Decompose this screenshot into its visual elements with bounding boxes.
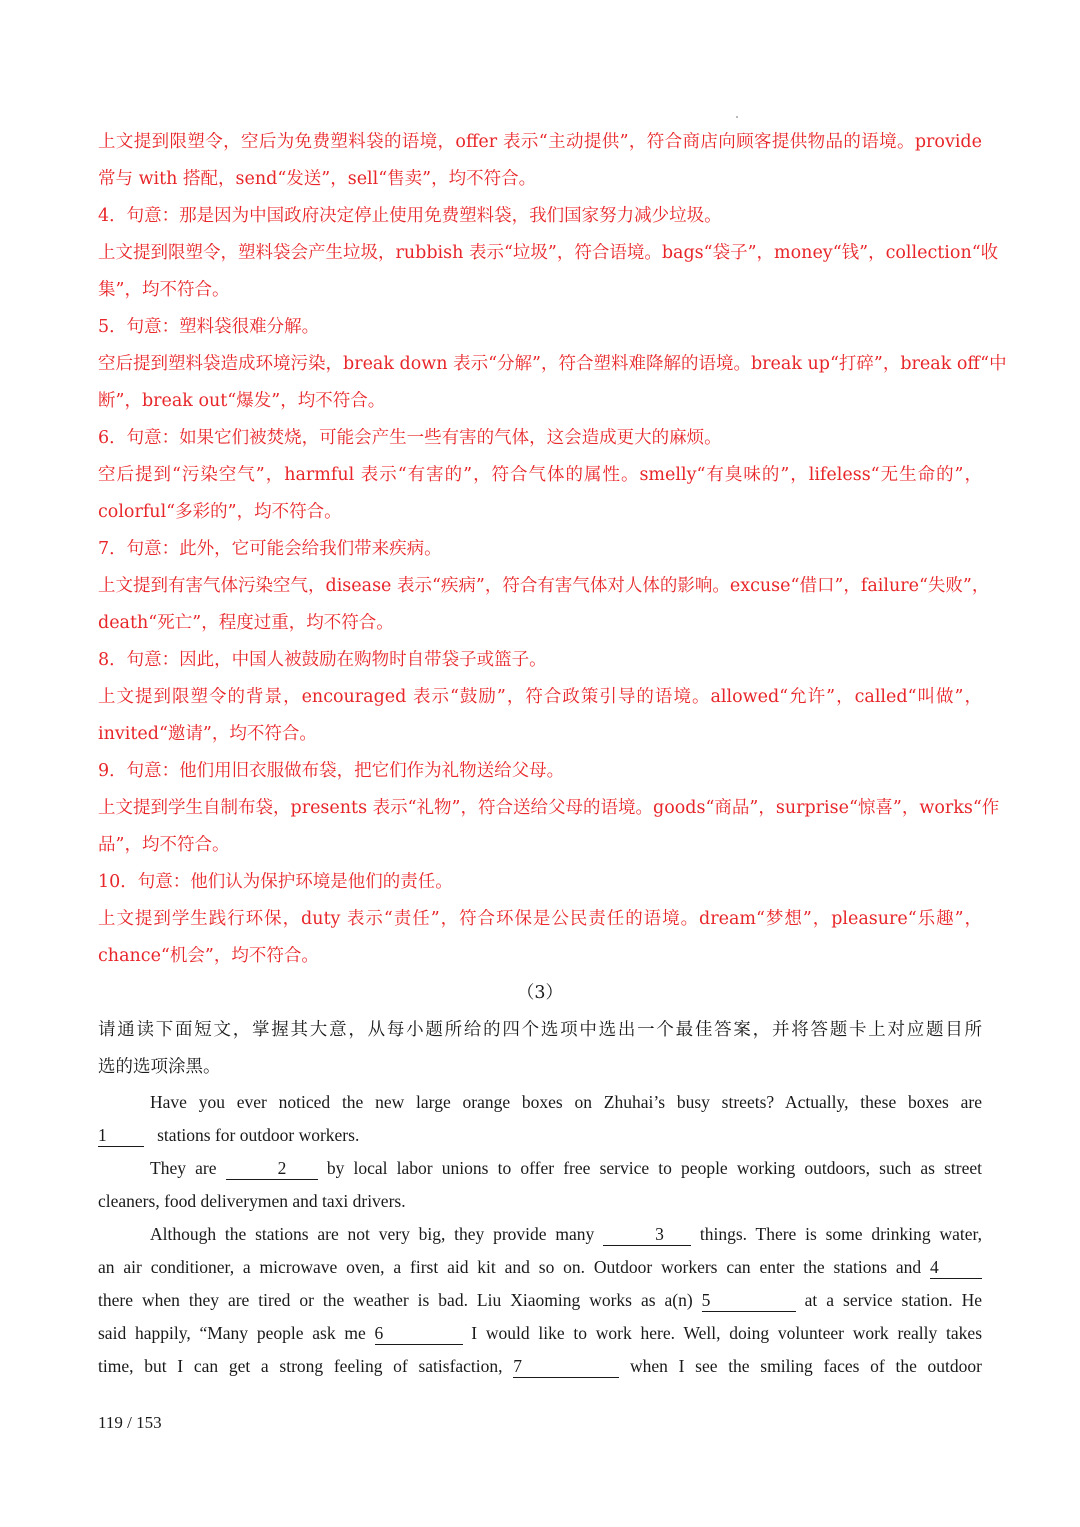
blank-4: 4 <box>930 1256 982 1279</box>
instruction-line: 请通读下面短文，掌握其大意，从每小题所给的四个选项中选出一个最佳答案，并将答题卡上对应题目所 <box>98 1020 982 1040</box>
document-page <box>98 124 1007 1383</box>
passage-text: at a service station. He <box>804 1290 982 1310</box>
blank-6: 6 <box>375 1322 463 1345</box>
answer-explanation: 空后提到塑料袋造成环境污染，break down 表示“分解”，符合塑料难降解的语境。break up“打碎”，break off“中 <box>98 354 1007 374</box>
answer-explanation: 上文提到学生自制布袋，presents 表示“礼物”，符合送给父母的语境。goods“商品”，surprise“惊喜”，works“作 <box>98 798 1000 818</box>
passage-text: an air conditioner, a microwave oven, a first aid kit and so on. Outdoor workers can enter the stations and <box>98 1257 922 1277</box>
passage-text: when I see the smiling faces of the outdoor <box>629 1356 982 1376</box>
passage-line <box>98 1218 982 1251</box>
answer-explanation: 上文提到学生践行环保，duty 表示“责任”，符合环保是公民责任的语境。dream“梦想”，pleasure“乐趣”， <box>98 909 982 929</box>
answer-explanation: 集”，均不符合。 <box>98 280 230 300</box>
question-translation: 8．句意：因此，中国人被鼓励在购物时自带袋子或篮子。 <box>98 650 547 670</box>
blank-5: 5 <box>702 1289 796 1312</box>
passage-text: I would like to work here. Well, doing volunteer work really takes <box>471 1323 983 1343</box>
passage-text: things. There is some drinking water, <box>699 1224 982 1244</box>
question-translation: 10．句意：他们认为保护环境是他们的责任。 <box>98 872 453 892</box>
page-dot <box>736 116 738 118</box>
passage-line <box>98 1350 982 1383</box>
passage-text: time, but I can get a strong feeling of satisfaction, <box>98 1356 503 1376</box>
passage-text: They are <box>150 1158 217 1178</box>
passage-line <box>98 1119 982 1152</box>
answer-explanation: invited“邀请”，均不符合。 <box>98 724 317 744</box>
question-translation: 9．句意：他们用旧衣服做布袋，把它们作为礼物送给父母。 <box>98 761 565 781</box>
answer-explanation: 空后提到“污染空气”，harmful 表示“有害的”，符合气体的属性。smelly“有臭味的”，lifeless“无生命的”， <box>98 465 982 485</box>
passage-text: stations for outdoor workers. <box>157 1125 360 1145</box>
question-translation: 4．句意：那是因为中国政府决定停止使用免费塑料袋，我们国家努力减少垃圾。 <box>98 206 722 226</box>
passage-line <box>98 1185 982 1218</box>
passage-text: Have you ever noticed the new large orange boxes on Zhuhai’s busy streets? Actually, these boxes are <box>150 1092 982 1112</box>
explanation-list <box>98 124 1007 975</box>
answer-explanation: 上文提到限塑令，空后为免费塑料袋的语境，offer 表示“主动提供”，符合商店向顾客提供物品的语境。provide <box>98 132 982 152</box>
blank-7: 7 <box>513 1355 619 1378</box>
blank-2: 2 <box>226 1157 318 1180</box>
answer-explanation: 上文提到限塑令，塑料袋会产生垃圾，rubbish 表示“垃圾”，符合语境。bags“袋子”，money“钱”，collection“收 <box>98 243 999 263</box>
passage-line <box>98 1086 982 1119</box>
answer-explanation: 品”，均不符合。 <box>98 835 230 855</box>
answer-explanation: 上文提到有害气体污染空气，disease 表示“疾病”，符合有害气体对人体的影响。excuse“借口”，failure“失败”， <box>98 576 990 596</box>
passage-line <box>98 1152 982 1185</box>
section-number: （3） <box>516 983 564 1003</box>
passage-text: there when they are tired or the weather is bad. Liu Xiaoming works as a(n) <box>98 1290 693 1310</box>
passage-line <box>98 1317 982 1350</box>
answer-explanation: colorful“多彩的”，均不符合。 <box>98 502 342 522</box>
answer-explanation: 断”，break out“爆发”，均不符合。 <box>98 391 386 411</box>
passage-line <box>98 1251 982 1284</box>
answer-explanation: chance“机会”，均不符合。 <box>98 946 319 966</box>
question-translation: 5．句意：塑料袋很难分解。 <box>98 317 320 337</box>
passage <box>98 1086 982 1383</box>
answer-explanation: death“死亡”，程度过重，均不符合。 <box>98 613 394 633</box>
question-translation: 6．句意：如果它们被焚烧，可能会产生一些有害的气体，这会造成更大的麻烦。 <box>98 428 722 448</box>
blank-1: 1 <box>98 1124 144 1147</box>
blank-3: 3 <box>603 1223 691 1246</box>
passage-text: said happily, “Many people ask me <box>98 1323 366 1343</box>
passage-text: Although the stations are not very big, they provide many <box>150 1224 595 1244</box>
passage-line <box>98 1284 982 1317</box>
page-number: 119 / 153 <box>98 1413 162 1432</box>
passage-text: by local labor unions to offer free service to people working outdoors, such as street <box>326 1158 983 1178</box>
answer-explanation: 常与 with 搭配，send“发送”，sell“售卖”，均不符合。 <box>98 169 537 189</box>
question-translation: 7．句意：此外，它可能会给我们带来疾病。 <box>98 539 442 559</box>
answer-explanation: 上文提到限塑令的背景，encouraged 表示“鼓励”，符合政策引导的语境。allowed“允许”，called“叫做”， <box>98 687 982 707</box>
instruction-line: 选的选项涂黑。 <box>98 1057 221 1077</box>
passage-text: cleaners, food deliverymen and taxi drivers. <box>98 1191 406 1211</box>
